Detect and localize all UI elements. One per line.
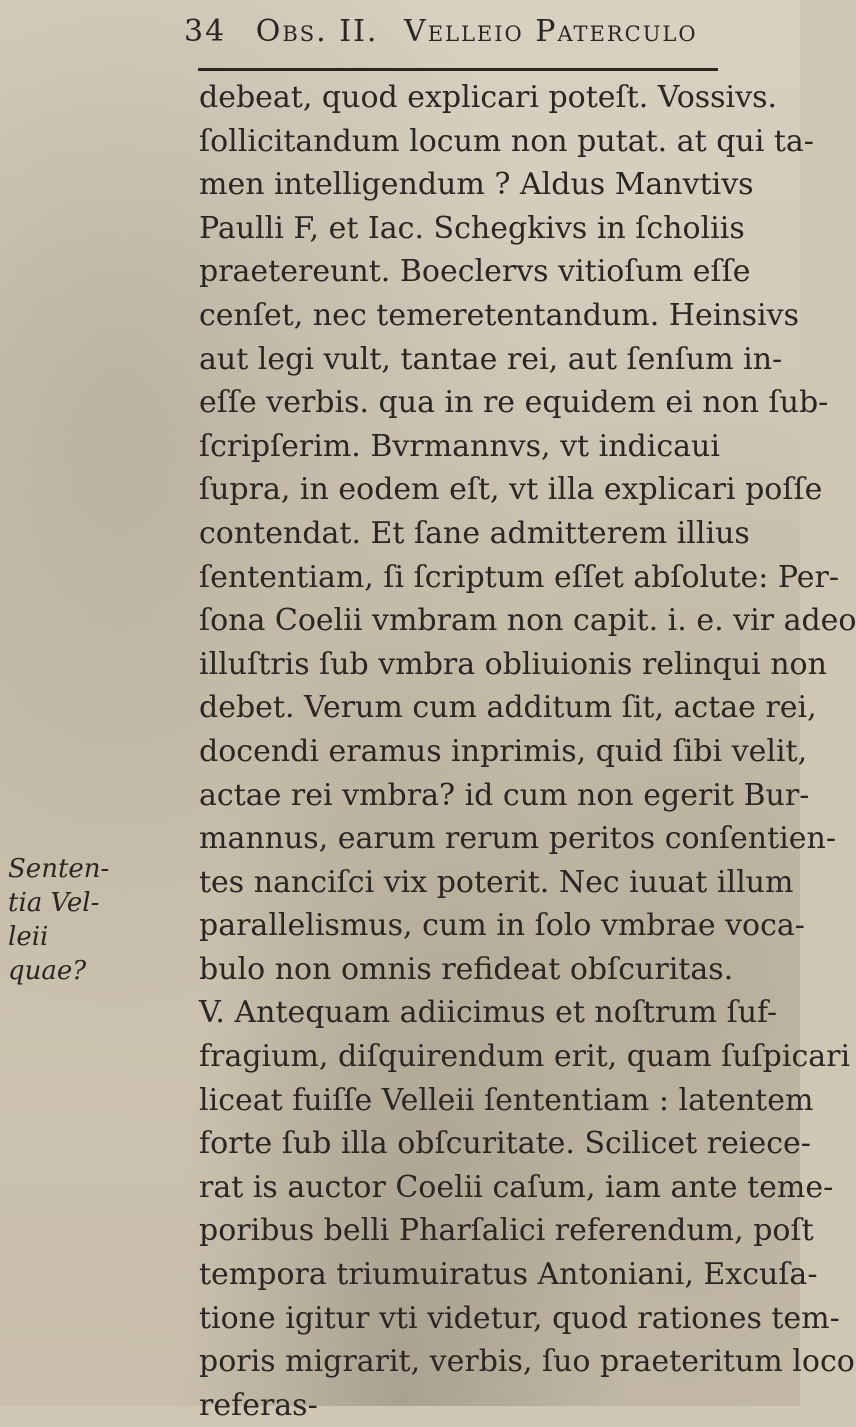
text-line: V. Antequam adiicimus et noſtrum ſuf- [199,995,778,1031]
text-line: ſupra, in eodem eſt, vt illa explicari poſſe [199,472,823,508]
text-line: Paulli F, et Iac. Schegkivs in ſcholiis [199,210,745,246]
text-line: tione igitur vti videtur, quod rationes tem- [199,1300,840,1336]
text-line: cenſet, nec temeretentandum. Heinsivs [199,297,799,333]
margin-note-line: tia Vel- [8,888,100,918]
margin-note-line: Senten- [8,854,110,884]
text-line: contendat. Et ſane admitterem illius [199,515,750,551]
header-rule [198,68,718,71]
text-line: mannus, earum rerum peritos conſentien- [199,821,836,857]
body-text [199,76,856,1427]
margin-note-line: quae? [8,956,87,986]
text-line: eſſe verbis. qua in re equidem ei non ſub- [199,385,829,421]
text-line: praetereunt. Boeclervs vitioſum eſſe [199,254,751,290]
text-line: forte ſub illa obſcuritate. Scilicet reiece- [199,1126,811,1162]
page-number: 34 [184,14,227,49]
running-header [184,14,744,64]
margin-note-line: leii [8,922,49,952]
text-line: ſona Coelii vmbram non capit. i. e. vir adeo [199,603,856,639]
margin-note [8,852,108,988]
text-line: tes nanciſci vix poterit. Nec iuuat illum [199,864,794,900]
text-line: illuſtris ſub vmbra obliuionis relinqui non [199,646,827,682]
text-line: men intelligendum ? Aldus Manvtivs [199,167,754,203]
text-line: parallelismus, cum in ſolo vmbrae voca- [199,908,805,944]
text-line: poris migrarit, verbis, ſuo praeteritum loco [199,1344,855,1380]
text-line: debet. Verum cum additum ſit, actae rei, [199,690,817,726]
text-line: referas- [199,1387,318,1423]
text-line: ſcripſerim. Bvrmannvs, vt indicaui [199,428,720,464]
text-line: rat is auctor Coelii caſum, iam ante teme- [199,1169,834,1205]
text-line: actae rei vmbra? id cum non egerit Bur- [199,777,810,813]
text-line: aut legi vult, tantae rei, aut ſenſum in- [199,341,783,377]
text-line: fragium, diſquirendum erit, quam ſuſpicari [199,1039,851,1075]
text-line: debeat, quod explicari poteſt. Vossivs. [199,80,778,115]
text-line: liceat fuiſſe Velleii ſententiam : latentem [199,1082,814,1118]
header-title: Velleio Paterculo [404,14,698,49]
text-line: ſententiam, ſi ſcriptum eſſet abſolute: Per- [199,559,840,595]
text-line: docendi eramus inprimis, quid ſibi velit, [199,733,808,769]
header-book: Obs. [255,14,328,49]
text-line: bulo non omnis refideat obſcuritas. [199,951,734,987]
text-line: tempora triumuiratus Antoniani, Excuſa- [199,1257,818,1293]
header-chapter: II. [339,14,379,49]
text-line: poribus belli Pharſalici referendum, poſt [199,1213,814,1249]
text-line: ſollicitandum locum non putat. at qui ta- [199,123,814,159]
